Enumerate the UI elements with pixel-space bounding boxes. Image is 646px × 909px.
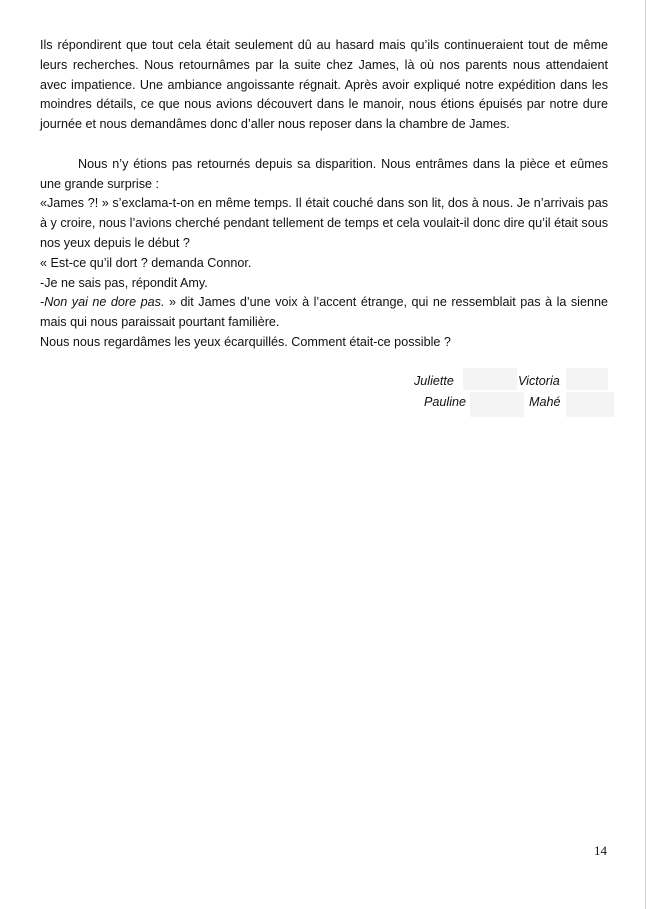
redaction-box [470, 392, 524, 417]
author-name-victoria: Victoria [518, 374, 560, 388]
paragraph-surprise: «James ?! » s’exclama-t-on en même temps. Il était couché dans son lit, dos à nous. Je n’arrivais pas à y croire, nous l’avions cherché pendant tellement de temps et cela voulait-il donc dire qu’il était sous nos yeux depuis le début ? [40, 196, 608, 250]
redaction-box [566, 392, 614, 417]
redaction-box [566, 368, 608, 390]
redaction-box [463, 368, 517, 390]
dialogue-james-italic: -Non yai ne dore pas. [40, 295, 165, 310]
author-name-pauline: Pauline [424, 395, 467, 409]
dialogue-amy: -Je ne sais pas, répondit Amy. [40, 275, 208, 290]
paragraph-room: Nous n’y étions pas retournés depuis sa disparition. Nous entrâmes dans la pièce et eûmes une grande surprise : [40, 156, 608, 191]
paragraph-arrival: Ils répondirent que tout cela était seulement dû au hasard mais qu’ils continueraient tout de même leurs recherches. Nous retournâmes par la suite chez James, là où nos parents nous attendaient avec impatience. Une ambiance angoissante régnait. Après avoir expliqué notre expédition dans les moindres détails, ce que nous avions découvert dans le manoir, nous étions épuisés par notre dure journée et nous demandâmes donc d’aller nous reposer dans la chambre de James. [40, 38, 608, 132]
author-name-juliette: Juliette [414, 374, 454, 388]
paragraph-ending: Nous nous regardâmes les yeux écarquillés. Comment était-ce possible ? [40, 334, 451, 349]
dialogue-james-rest: » dit James d’une voix à l’accent étrange, qui ne ressemblait pas à la sienne mais qui nous paraissait pourtant familière. [40, 295, 608, 330]
dialogue-connor: « Est-ce qu’il dort ? demanda Connor. [40, 255, 252, 270]
author-name-mahe: Mahé [529, 395, 561, 409]
page-number: 14 [594, 843, 607, 858]
